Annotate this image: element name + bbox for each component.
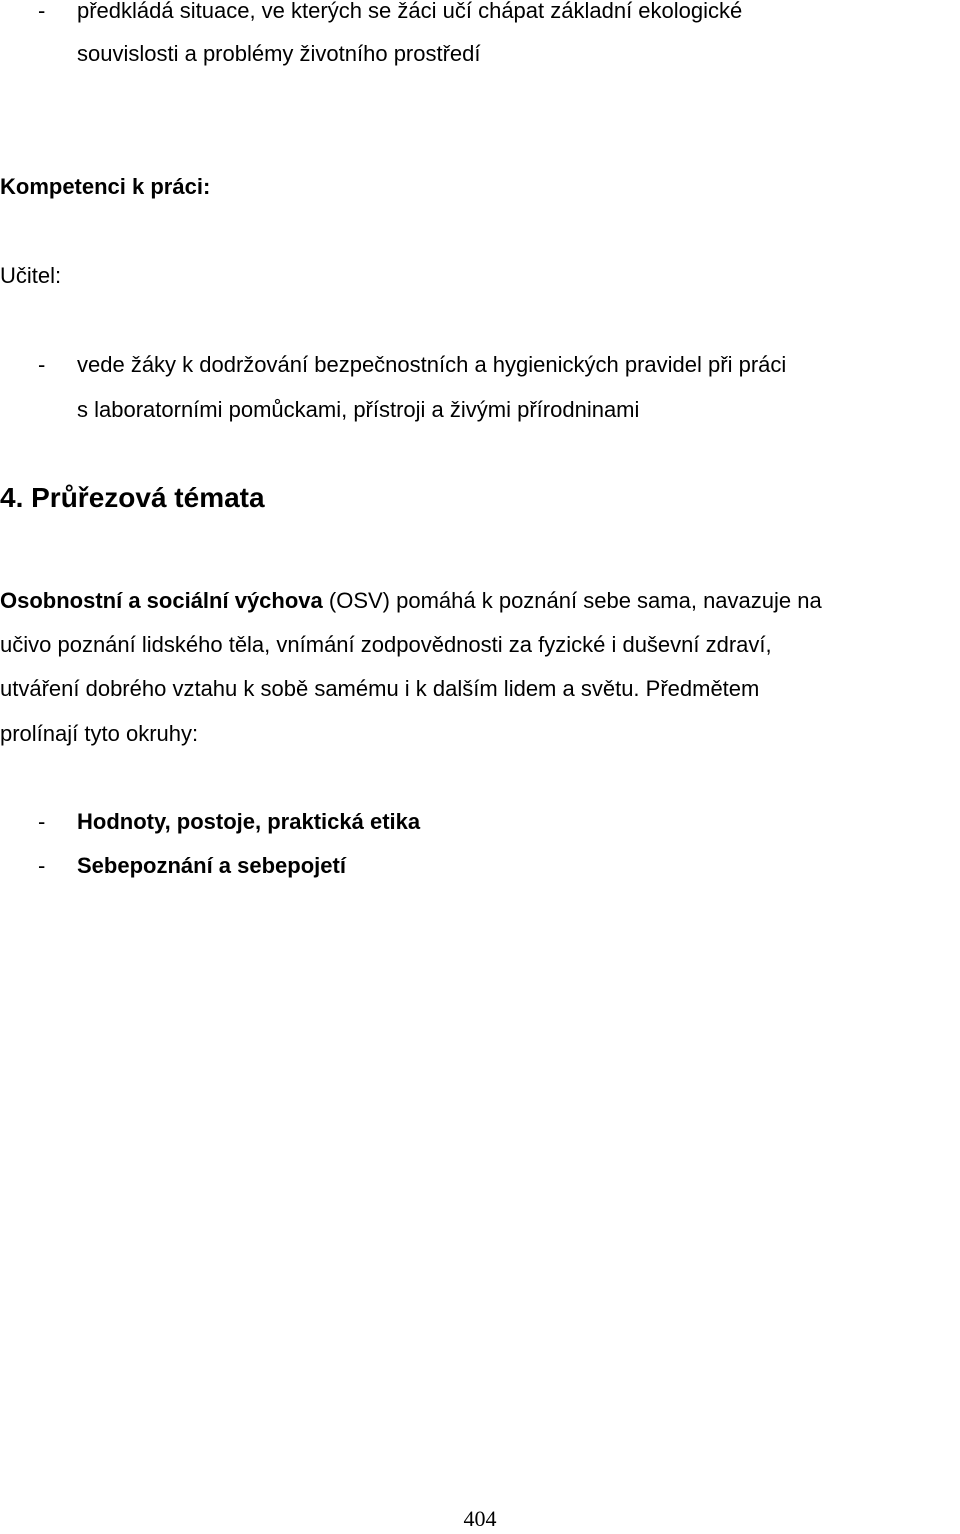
competence-heading: Kompetenci k práci: (0, 174, 211, 199)
osv-paragraph-line-2: učivo poznání lidského těla, vnímání zodpovědnosti za fyzické i duševní zdraví, (0, 632, 772, 657)
topic-label-values: Hodnoty, postoje, praktická etika (77, 809, 421, 834)
top-bullet-line-1: předkládá situace, ve kterých se žáci učí chápat základní ekologické (77, 0, 743, 23)
topic-label-self: Sebepoznání a sebepojetí (77, 853, 346, 878)
osv-paragraph-line-3: utváření dobrého vztahu k sobě samému i k dalším lidem a světu. Předmětem (0, 676, 760, 701)
osv-paragraph-line-1 (0, 587, 822, 615)
bullet-dash: - (38, 809, 46, 834)
osv-paragraph-line-4: prolínají tyto okruhy: (0, 721, 199, 746)
bullet-dash: - (38, 853, 46, 878)
bullet-dash: - (38, 0, 46, 23)
osv-bold-lead: Osobnostní a sociální výchova (0, 588, 323, 613)
work-bullet-line-2: s laboratorními pomůckami, přístroji a živými přírodninami (77, 397, 640, 422)
bullet-dash: - (38, 352, 46, 377)
teacher-label: Učitel: (0, 263, 62, 288)
section-heading: 4. Průřezová témata (0, 482, 265, 513)
osv-line-1-rest: (OSV) pomáhá k poznání sebe sama, navazuje na (322, 588, 822, 613)
work-bullet-line-1: vede žáky k dodržování bezpečnostních a hygienických pravidel při práci (77, 352, 787, 377)
page-number: 404 (463, 1506, 497, 1531)
top-bullet-line-2: souvislosti a problémy životního prostředí (77, 41, 481, 66)
